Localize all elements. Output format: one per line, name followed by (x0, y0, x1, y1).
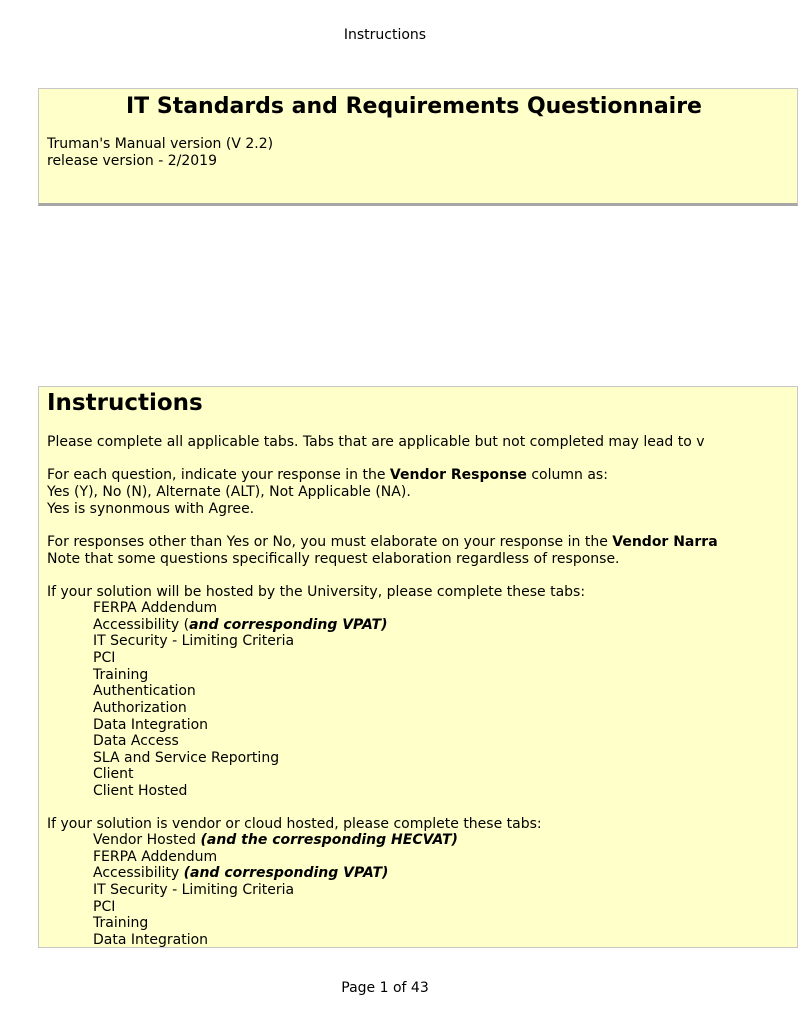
univ-tab-item: Client (93, 766, 134, 782)
vendor-tab-item: PCI (93, 899, 116, 915)
page-footer: Page 1 of 43 (341, 980, 429, 996)
vendor-tab-item: IT Security - Limiting Criteria (93, 882, 295, 898)
p2-text: For each question, indicate your response in the (47, 467, 390, 483)
title-block (38, 88, 702, 206)
univ-tab-item: SLA and Service Reporting (93, 750, 280, 766)
instructions-box (38, 386, 798, 948)
response-options: Yes (Y), No (N), Alternate (ALT), Not Applicable (NA). (47, 484, 411, 500)
univ-tab-item: FERPA Addendum (93, 600, 218, 616)
vendor-tab-item (93, 865, 388, 882)
instructions-heading: Instructions (47, 390, 203, 416)
p5-text: For responses other than Yes or No, you must elaborate on your response in the (47, 534, 613, 550)
univ-tab-label: Accessibility ( (93, 617, 190, 633)
univ-tab-item: Authorization (93, 700, 187, 716)
p2-text-end: column as: (526, 467, 608, 483)
release-version: release version - 2/2019 (47, 153, 217, 169)
page-header: Instructions (343, 27, 427, 43)
vendor-response-label: Vendor Response (389, 467, 527, 483)
instructions-paragraph-2 (47, 467, 608, 484)
yes-note: Yes is synonmous with Agree. (47, 501, 255, 517)
vendor-tab-item (93, 832, 458, 849)
vendor-tab-item: Data Integration (93, 932, 209, 948)
hecvat-note: (and the corresponding HECVAT) (200, 832, 458, 848)
univ-tab-item: IT Security - Limiting Criteria (93, 633, 295, 649)
instructions-block (38, 386, 718, 948)
manual-version: Truman's Manual version (V 2.2) (47, 136, 274, 152)
university-hosted-intro: If your solution will be hosted by the University, please complete these tabs: (47, 584, 586, 600)
document-title: IT Standards and Requirements Questionnaire (126, 94, 702, 119)
univ-tab-item: Data Access (93, 733, 179, 749)
univ-tab-item: PCI (93, 650, 116, 666)
vendor-hosted-intro: If your solution is vendor or cloud hosted, please complete these tabs: (47, 816, 542, 832)
title-box (38, 88, 798, 206)
vpat-note: (and corresponding VPAT) (183, 865, 389, 881)
univ-tab-item: Authentication (93, 683, 196, 699)
vendor-tab-label: Vendor Hosted (93, 832, 201, 848)
vendor-narrative-label: Vendor Narra (612, 534, 718, 550)
univ-tab-item: Client Hosted (93, 783, 188, 799)
vendor-tab-item: Training (93, 915, 149, 931)
vendor-tab-item: FERPA Addendum (93, 849, 218, 865)
vendor-tab-label: Accessibility (93, 865, 184, 881)
univ-tab-item: Data Integration (93, 717, 209, 733)
univ-tab-item: Training (93, 667, 149, 683)
instructions-paragraph-1: Please complete all applicable tabs. Tabs that are applicable but not completed may lead to v (47, 434, 705, 450)
univ-tab-item (93, 617, 387, 634)
vpat-note: and corresponding VPAT) (189, 617, 388, 633)
elaboration-note: Note that some questions specifically request elaboration regardless of response. (47, 551, 620, 567)
instructions-paragraph-5 (47, 534, 718, 551)
